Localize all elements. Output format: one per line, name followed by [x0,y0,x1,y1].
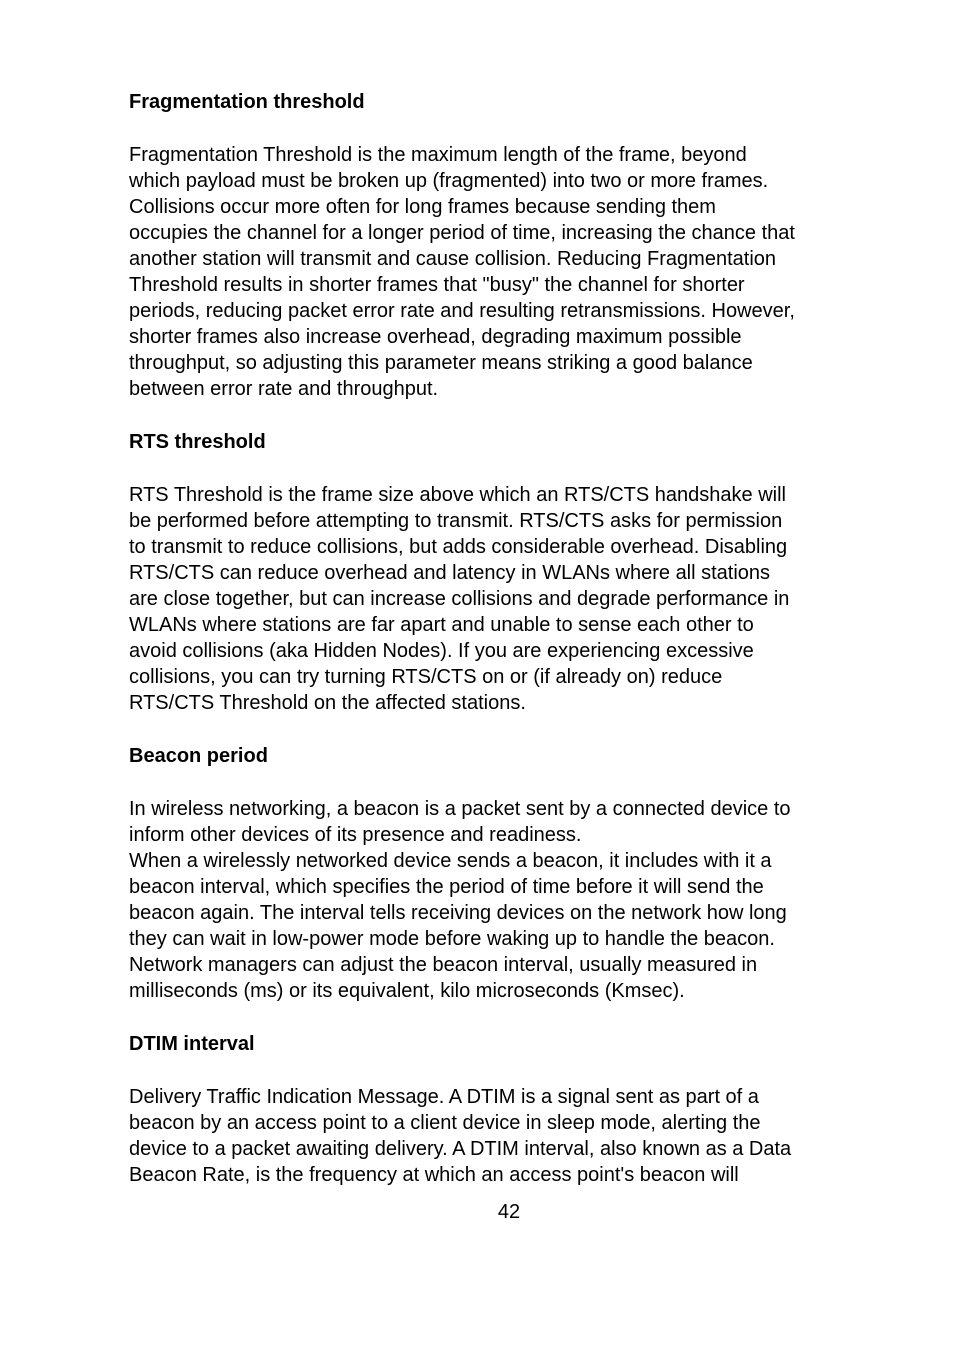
section-rts-threshold [129,429,889,716]
section-fragmentation-threshold [129,89,889,402]
page-number: 42 [497,1201,521,1223]
section-dtim-interval [129,1031,889,1188]
section-heading: Beacon period [129,745,268,767]
section-heading: DTIM interval [129,1033,255,1055]
section-paragraph: Fragmentation Threshold is the maximum length of the frame, beyond which payload must be broken up (fragmented) into two or more frames. Collisions occur more often for long frames because sending them occupies the channel for a longer period of time, increasing the chance that another station will transmit and cause collision. Reducing Fragmentation Threshold results in shorter frames that "busy" the channel for shorter periods, reducing packet error rate and resulting retransmissions. However, shorter frames also increase overhead, degrading maximum possible throughput, so adjusting this parameter means striking a good balance between error rate and throughput. [129,144,795,400]
section-paragraph: Delivery Traffic Indication Message. A DTIM is a signal sent as part of a beacon by an access point to a client device in sleep mode, alerting the device to a packet awaiting delivery. A DTIM interval, also known as a Data Beacon Rate, is the frequency at which an access point's beacon will [129,1086,792,1186]
section-paragraph: In wireless networking, a beacon is a packet sent by a connected device to inform other devices of its presence and readiness. When a wirelessly networked device sends a beacon, it includes with it a beacon interval, which specifies the period of time before it will send the beacon again. The interval tells receiving devices on the network how long they can wait in low-power mode before waking up to handle the beacon. Network managers can adjust the beacon interval, usually measured in milliseconds (ms) or its equivalent, kilo microseconds (Kmsec). [129,798,791,1002]
section-beacon-period [129,743,889,1004]
section-paragraph: RTS Threshold is the frame size above which an RTS/CTS handshake will be performed before attempting to transmit. RTS/CTS asks for permission to transmit to reduce collisions, but adds considerable overhead. Disabling RTS/CTS can reduce overhead and latency in WLANs where all stations are close together, but can increase collisions and degrade performance in WLANs where stations are far apart and unable to sense each other to avoid collisions (aka Hidden Nodes). If you are experiencing excessive collisions, you can try turning RTS/CTS on or (if already on) reduce RTS/CTS Threshold on the affected stations. [129,484,790,714]
section-heading: Fragmentation threshold [129,91,365,113]
document-page [129,89,889,1215]
section-heading: RTS threshold [129,431,266,453]
